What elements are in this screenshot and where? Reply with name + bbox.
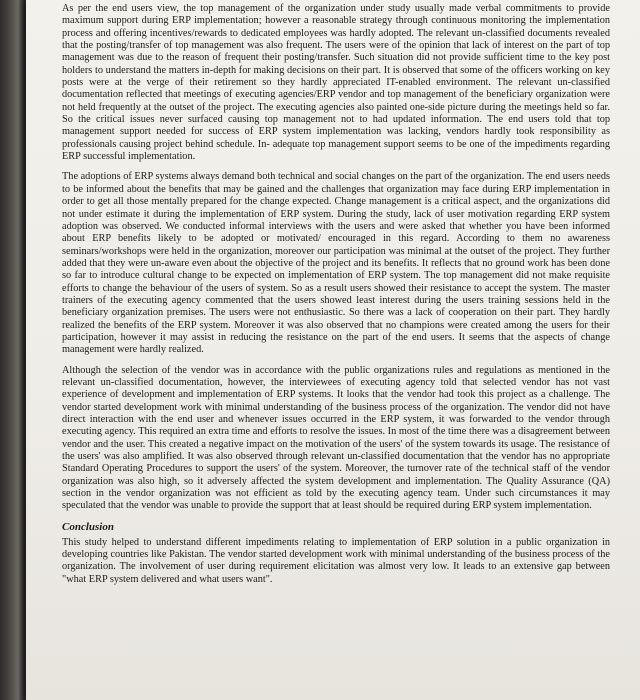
conclusion-heading: Conclusion [62, 520, 114, 533]
paragraph-conclusion: This study helped to understand different impediments relating to implementation of ERP solution in a public organization in developing countries like Pakistan. The vendor started development work with minimal understanding of the business process of the organization. The involvement of user during requirement elicitation was almost very low. It leads to an extensive gap between "what ERP system delivered and what users want". [62, 536, 610, 585]
paragraph-change-management: The adoptions of ERP systems always demand both technical and social changes on the part of the organization. The end users needs to be informed about the benefits that may be gained and the challenges that organization may face during ERP implementation in order to get all those mentally prepared for the change expected. Change management is a critical aspect, and the organizations did not under estimate it during the implementation of ERP system. During the study, lack of user motivation regarding ERP system adoption was observed. We conducted informal interviews with the users and were asked that whether you have been informed about ERP benefits likely to be adopted or motivated/ encouraged in this regard. According to them no awareness seminars/workshops were held in the organization, moreover our participation was minimal at the outset of the project. They further added that they were un-aware even about the objective of the project and its benefits. It reflects that no ground work has been done so far to introduce cultural change to be expected on implementation of ERP system. The top management did not make requisite efforts to change the behaviour of the users of system. So as a result users showed their resistance to accept the system. The master trainers of the executing agency commented that the users showed least interest during the users training sessions held in the beneficiary organization premises. The users were not enthusiastic. So there was a lack of cooperation on their part. They hardly realized the benefits of the ERP system. Moreover it was also observed that no champions were created among the users for their participation, however it may assist in reducing the resistance on the part of the end users. It seems that the aspects of change management were hardly realized. [62, 171, 610, 356]
document-page [26, 0, 640, 700]
paragraph-top-management: As per the end users view, the top management of the organization under study usually made verbal commitments to provide maximum support during ERP implementation; however a reasonable strategy through continuous monitoring the implementation process and offering incentives/rewards to dedicated employees was hardly adopted. The relevant un-classified documents revealed that the posting/transfer of top management was also frequent. The users were of the opinion that lack of interest on the part of top management was due to the reason of frequent their posting/transfer. Such situation did not provide sufficient time to the key post holders to understand the matters in-depth for making decisions on their part. It is observed that some of the officers working on key posts were at the verge of their retirement so they hardly appreciated IT-enabled environment. The relevant un-classified documentation reflected that meetings of executing agencies/ERP vendor and top management of the beneficiary organization were not held frequently at the outset of the project. The executing agencies also painted one-side picture during the meetings held so far. So the critical issues never surfaced causing top management not to had updated information. The end users told that top management support needed for success of ERP system implementation was lacking, vendors hardly took responsibility as professionals causing project behind schedule. In- adequate top management support seems to be one of the impediments regarding ERP successful implementation. [62, 3, 610, 163]
paragraph-vendor-selection: Although the selection of the vendor was in accordance with the public organizations rules and regulations as mentioned in the relevant un-classified documentation, however, the interviewees of executing agency told that selected vendor has not vast experience of development and implementation of ERP systems. It looks that the vendor had took this project as a challenge. The vendor started development work with minimal understanding of the business process of the organization. The vendor did not have direct interaction with the end user and whenever issues occurred in the ERP system, it was forwarded to the vendor through executing agency. This required an extra time and efforts to resolve the issues. In most of the time there was a disagreement between vendor and the user. This created a negative impact on the motivation of the users' of the system towards its usage. The resistance of the users' was also amplified. It was also observed through relevant un-classified documentation that the vendor has no appropriate Standard Operating Procedures to support the users' of the system. Moreover, the turnover rate of the technical staff of the vendor organization was also high, so it adversely affected the system development and implementation. The Quality Assurance (QA) section in the vendor organization was not efficient as told by the executing agency team. Under such circumstances it may speculated that the vendor was unable to provide the support that at least should be required during ERP system implementation. [62, 364, 610, 512]
